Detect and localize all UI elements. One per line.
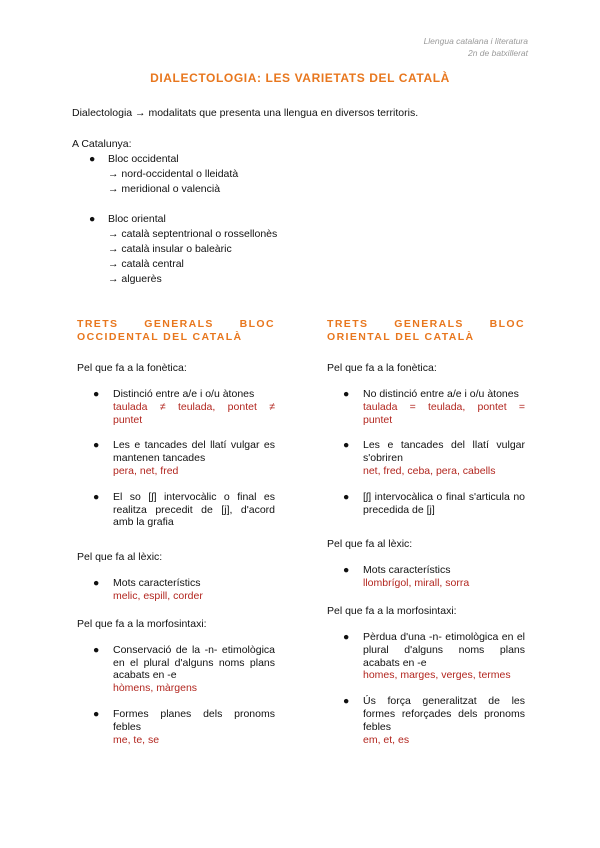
item-text: Formes planes dels pronoms febles xyxy=(113,707,275,733)
example-text: puntet xyxy=(363,413,393,426)
example-text: em, et, es xyxy=(363,733,410,746)
column-title-line: OCCIDENTAL DEL CATALÀ xyxy=(77,330,243,343)
intro-definition: Dialectologia → modalitats que presenta una llengua en diversos territoris. xyxy=(72,107,419,119)
bloc-oriental xyxy=(72,212,277,227)
column-title-line: ORIENTAL DEL CATALÀ xyxy=(327,330,475,343)
column-title xyxy=(327,318,525,343)
list-item xyxy=(327,564,525,590)
list-item xyxy=(77,644,275,695)
item-text: Les e tancades del llatí vulgar s'obriren xyxy=(363,439,525,465)
bullet: ● xyxy=(93,707,100,720)
list-item xyxy=(77,388,275,426)
list-item xyxy=(77,439,275,477)
item-text: Distinció entre a/e i o/u àtones xyxy=(113,388,255,400)
item-list xyxy=(77,388,275,529)
bloc-name: Bloc occidental xyxy=(108,153,179,165)
item-list xyxy=(77,644,275,747)
bloc-occidental xyxy=(72,152,277,167)
item-text: [ʃ] intervocàlica o final s'articula no precedida de [j] xyxy=(363,490,525,516)
section-label: Pel que fa a la fonètica: xyxy=(77,362,187,374)
bullet: ● xyxy=(343,490,350,503)
item-list xyxy=(77,577,275,603)
list-item xyxy=(327,439,525,477)
item-text: El so [ʃ] intervocàlic o final es realitza precedit de [j], d'acord amb la grafia xyxy=(113,490,275,529)
subdialect: → català insular o baleàric xyxy=(108,243,232,255)
column-title-line: TRETS GENERALS BLOC xyxy=(327,318,525,330)
section-label: Pel que fa al lèxic: xyxy=(327,538,413,551)
bullet: ● xyxy=(343,630,350,643)
bullet: ● xyxy=(343,695,350,708)
example-text: puntet xyxy=(113,413,143,426)
catalunya-section xyxy=(72,137,277,287)
item-text: Pèrdua d'una -n- etimològica en el plural d'alguns noms plans acabats en -e xyxy=(363,630,525,669)
column-title-line: TRETS GENERALS BLOC xyxy=(77,318,275,330)
section-label: Pel que fa a la morfosintaxi: xyxy=(77,617,207,630)
example-text: pera, net, fred xyxy=(113,464,179,477)
example-text: melic, espill, corder xyxy=(113,589,203,602)
fonetica-section xyxy=(77,362,275,529)
bloc-name: Bloc oriental xyxy=(108,213,166,225)
example-text: taulada ≠ teulada, pontet ≠ xyxy=(113,400,275,413)
header-course: 2n de batxillerat xyxy=(467,48,528,58)
example-text: taulada = teulada, pontet = xyxy=(363,400,525,413)
item-text: No distinció entre a/e i o/u àtones xyxy=(363,388,519,400)
item-text: Mots característics xyxy=(113,577,201,590)
bullet: ● xyxy=(89,153,96,165)
example-text: hòmens, màrgens xyxy=(113,682,198,695)
occidental-column xyxy=(77,318,275,759)
bullet: ● xyxy=(93,643,100,656)
subdialect: → nord-occidental o lleidatà xyxy=(108,168,239,180)
list-item xyxy=(327,388,525,426)
list-item xyxy=(327,695,525,746)
list-item xyxy=(77,708,275,746)
page-title: DIALECTOLOGIA: LES VARIETATS DEL CATALÀ xyxy=(150,71,450,85)
subdialect: → català central xyxy=(108,258,184,270)
example-text: homes, marges, verges, termes xyxy=(363,669,511,682)
fonetica-section xyxy=(327,362,525,516)
list-item xyxy=(327,491,525,517)
bullet: ● xyxy=(93,388,100,400)
item-text: Ús força generalitzat de les formes reforçades dels pronoms febles xyxy=(363,695,525,733)
morfosintaxi-section xyxy=(77,618,275,747)
catalunya-label: A Catalunya: xyxy=(72,138,132,150)
item-text: Mots característics xyxy=(363,564,451,577)
list-item xyxy=(77,491,275,529)
page-header xyxy=(424,35,528,59)
bullet: ● xyxy=(89,213,96,225)
morfosintaxi-section xyxy=(327,605,525,746)
lexic-section xyxy=(327,538,525,590)
subdialect: → meridional o valencià xyxy=(108,183,221,195)
example-text: me, te, se xyxy=(113,733,160,746)
subdialect: → alguerès xyxy=(108,273,162,285)
header-subject: Llengua catalana i literatura xyxy=(423,36,528,46)
item-list xyxy=(327,388,525,516)
item-list xyxy=(327,631,525,746)
bullet: ● xyxy=(93,439,100,452)
section-label: Pel que fa a la fonètica: xyxy=(327,362,437,374)
subdialect: → català septentrional o rossellonès xyxy=(108,228,278,240)
item-text: Les e tancades del llatí vulgar es mantenen tancades xyxy=(113,439,275,465)
lexic-section xyxy=(77,551,275,603)
list-item xyxy=(327,631,525,682)
example-text: llombrígol, mirall, sorra xyxy=(363,577,470,590)
example-text: net, fred, ceba, pera, cabells xyxy=(363,464,496,477)
bullet: ● xyxy=(343,439,350,452)
item-text: Conservació de la -n- etimològica en el plural d'alguns noms plans acabats en -e xyxy=(113,643,275,682)
section-label: Pel que fa a la morfosintaxi: xyxy=(327,604,457,617)
column-title xyxy=(77,318,275,343)
bullet: ● xyxy=(93,490,100,503)
bullet: ● xyxy=(343,388,350,400)
oriental-column xyxy=(327,318,525,759)
item-list xyxy=(327,564,525,590)
list-item xyxy=(77,577,275,603)
bullet: ● xyxy=(343,564,350,577)
section-label: Pel que fa al lèxic: xyxy=(77,551,163,564)
bullet: ● xyxy=(93,577,100,590)
